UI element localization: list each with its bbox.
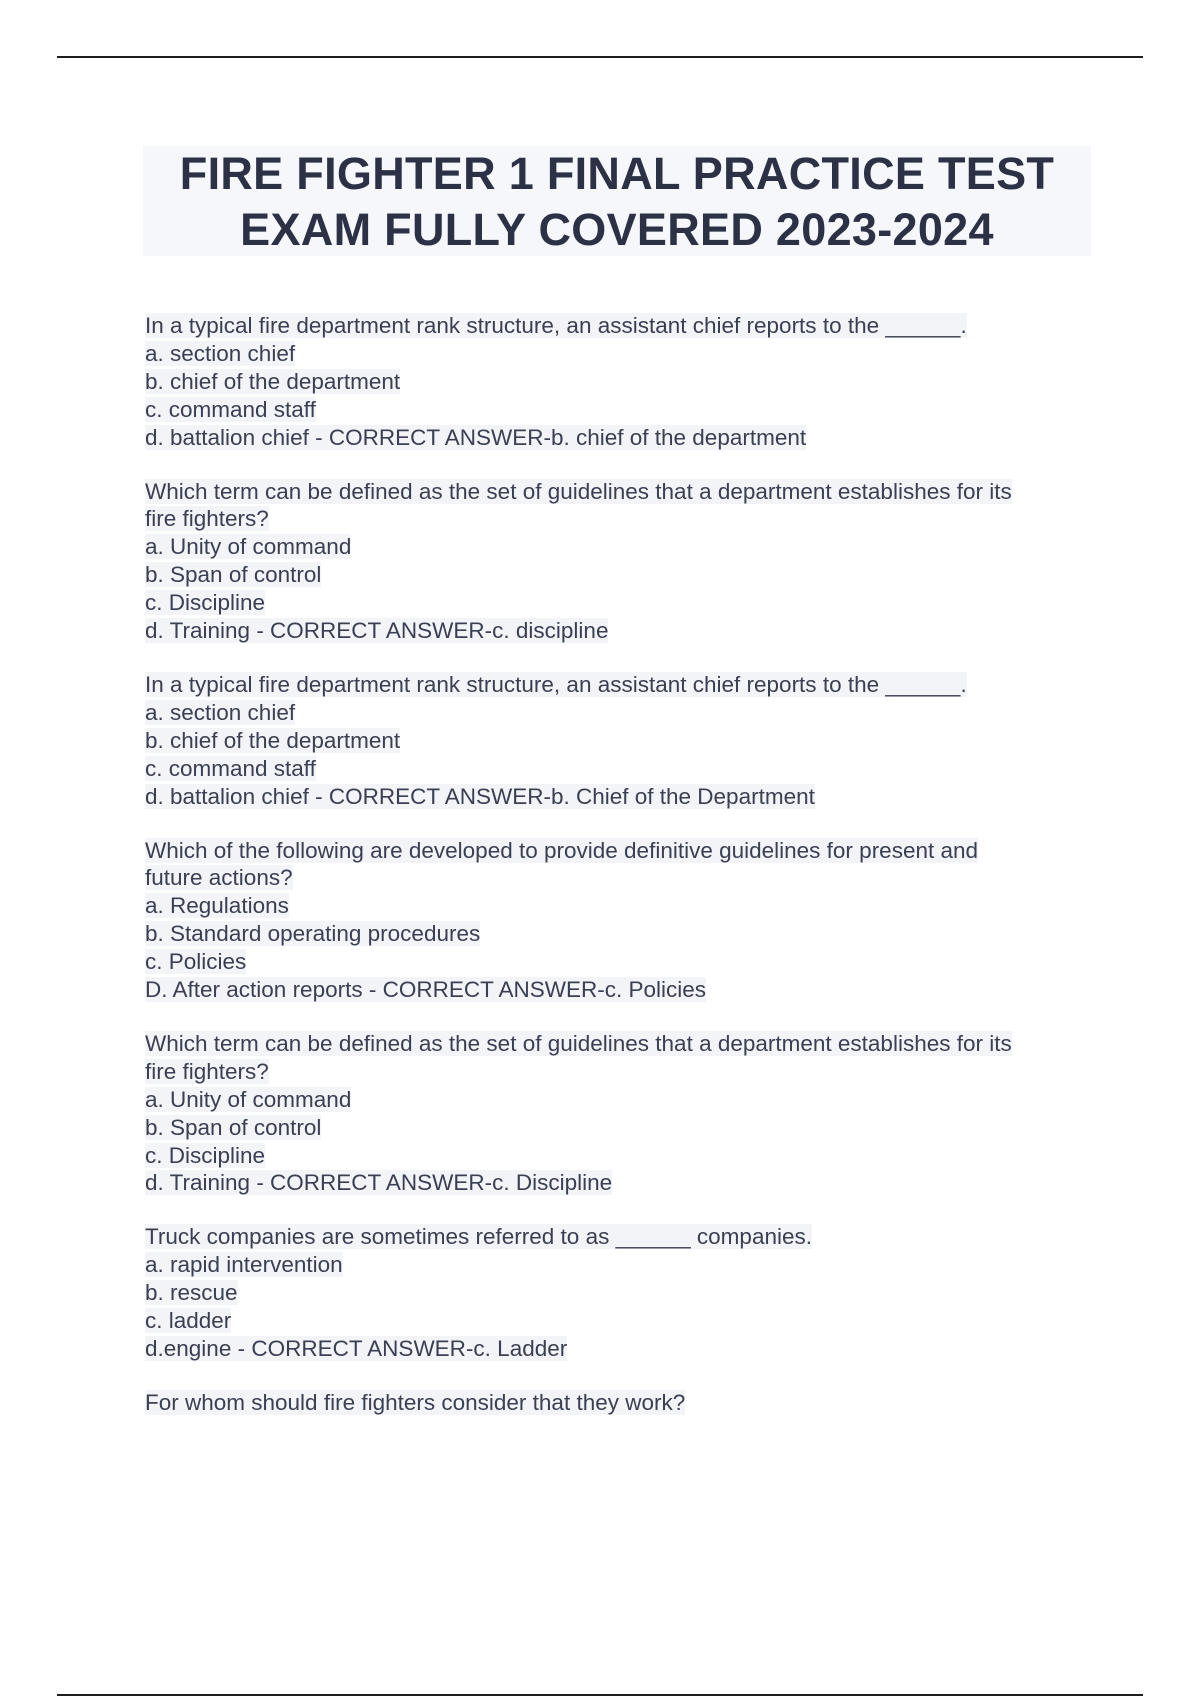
answer-option-content: b. Span of control [145,1114,322,1140]
title-line-1: FIRE FIGHTER 1 FINAL PRACTICE TEST [179,148,1055,199]
answer-option-content: c. Discipline [145,1142,266,1168]
answer-option-content: b. Standard operating procedures [145,921,481,947]
question-text-content: In a typical fire department rank structure, an assistant chief reports to the ______. [145,313,967,338]
question-text [145,671,1085,699]
correct-answer-content: d.engine - CORRECT ANSWER-c. Ladder [145,1336,568,1361]
answer-option-content: a. section chief [145,340,296,366]
correct-answer-content: d. Training - CORRECT ANSWER-c. discipline [145,618,609,644]
question-block [145,478,1085,645]
question-text [145,1030,1085,1058]
answer-option-content: b. rescue [145,1280,238,1306]
answer-option [145,533,1085,561]
question-text-content: fire fighters? [145,1058,269,1084]
question-list [145,312,1085,1443]
answer-option-with-correct [145,976,1085,1004]
answer-option [145,727,1085,755]
answer-option [145,1307,1085,1335]
answer-option-content: a. rapid intervention [145,1252,343,1278]
question-block [145,671,1085,811]
answer-option-with-correct [145,1335,1085,1363]
question-text [145,505,1085,533]
question-text [145,864,1085,892]
question-text-content: Which term can be defined as the set of guidelines that a department establishes for its [145,478,1012,504]
answer-option [145,1251,1085,1279]
answer-option [145,561,1085,589]
question-text-content: future actions? [145,865,293,891]
answer-option-content: b. chief of the department [145,727,401,753]
answer-option-content: c. command staff [145,396,316,422]
answer-option-content: c. command staff [145,755,316,781]
question-text [145,478,1085,506]
question-text-content: Truck companies are sometimes referred to as ______ companies. [145,1224,812,1250]
answer-option-with-correct [145,783,1085,811]
answer-option-with-correct [145,424,1085,452]
question-text [145,837,1085,865]
answer-option [145,1114,1085,1142]
question-text [145,1058,1085,1086]
question-text [145,312,1085,340]
top-rule [57,56,1143,58]
question-block [145,312,1085,452]
answer-option [145,368,1085,396]
question-text-content: In a typical fire department rank structure, an assistant chief reports to the ______. [145,671,967,697]
correct-answer-content: D. After action reports - CORRECT ANSWER-c. Policies [145,977,706,1003]
answer-option [145,920,1085,948]
answer-option [145,948,1085,976]
answer-option-content: a. Unity of command [145,534,352,560]
answer-option [145,892,1085,920]
answer-option-content: b. chief of the department [145,368,401,394]
answer-option-content: c. Discipline [145,590,266,616]
answer-option [145,1086,1085,1114]
answer-option [145,589,1085,617]
question-block [145,837,1085,1004]
answer-option-content: a. Unity of command [145,1086,352,1112]
question-text-content: fire fighters? [145,506,269,532]
question-text-content: For whom should fire fighters consider that they work? [145,1389,686,1415]
answer-option [145,699,1085,727]
question-text [145,1223,1085,1251]
answer-option-content: a. section chief [145,699,296,725]
answer-option [145,755,1085,783]
question-block [145,1223,1085,1363]
answer-option-with-correct [145,617,1085,645]
correct-answer-content: d. battalion chief - CORRECT ANSWER-b. chief of the department [145,424,807,450]
document-title [143,146,1091,256]
question-block [145,1030,1085,1197]
question-text [145,1389,1085,1417]
answer-option [145,396,1085,424]
answer-option-content: b. Span of control [145,562,322,588]
question-block [145,1389,1085,1417]
answer-option [145,1279,1085,1307]
bottom-rule [57,1694,1143,1696]
answer-option-with-correct [145,1169,1085,1197]
question-text-content: Which of the following are developed to provide definitive guidelines for present and [145,837,979,863]
answer-option-content: a. Regulations [145,893,289,919]
answer-option-content: c. ladder [145,1308,232,1334]
answer-option-content: c. Policies [145,949,247,975]
answer-option [145,1142,1085,1170]
answer-option [145,340,1085,368]
title-line-2: EXAM FULLY COVERED 2023-2024 [240,204,994,255]
correct-answer-content: d. Training - CORRECT ANSWER-c. Discipline [145,1170,613,1196]
correct-answer-content: d. battalion chief - CORRECT ANSWER-b. Chief of the Department [145,783,815,809]
question-text-content: Which term can be defined as the set of guidelines that a department establishes for its [145,1030,1012,1056]
